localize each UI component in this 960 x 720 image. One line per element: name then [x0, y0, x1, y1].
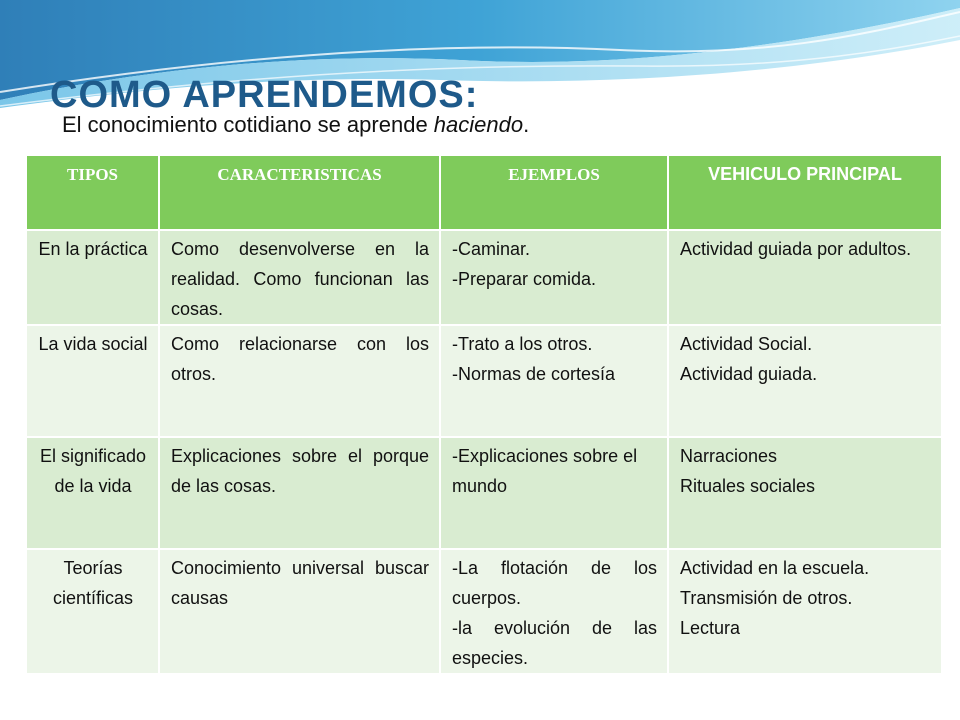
- vehiculo-line: Actividad guiada.: [680, 364, 818, 384]
- ejemplo-line: -Caminar.: [452, 239, 531, 259]
- cell-vehiculo: [668, 230, 942, 325]
- cell-tipo: Teorías científicas: [27, 549, 159, 673]
- knowledge-table: [27, 156, 943, 673]
- cell-caracteristicas: Conocimiento universal buscar causas: [159, 549, 440, 673]
- vehiculo-line: Rituales sociales: [680, 476, 816, 496]
- vehiculo-line: Actividad Social.: [680, 334, 813, 354]
- vehiculo-line: Lectura: [680, 618, 741, 638]
- header-tipos: TIPOS: [27, 156, 159, 230]
- cell-ejemplos: [440, 549, 668, 673]
- table-row: [27, 230, 942, 325]
- cell-vehiculo: [668, 549, 942, 673]
- ejemplo-line: -Preparar comida.: [452, 269, 597, 289]
- cell-caracteristicas: Como desenvolverse en la realidad. Como funcionan las cosas.: [159, 230, 440, 325]
- table-row: [27, 549, 942, 673]
- cell-ejemplos: [440, 230, 668, 325]
- cell-vehiculo: [668, 325, 942, 437]
- cell-caracteristicas: Explicaciones sobre el porque de las cosas.: [159, 437, 440, 549]
- vehiculo-line: Actividad en la escuela.: [680, 558, 870, 578]
- vehiculo-line: Actividad guiada por adultos.: [680, 239, 912, 259]
- cell-tipo: La vida social: [27, 325, 159, 437]
- ejemplo-line: -Normas de cortesía: [452, 364, 616, 384]
- header-vehiculo: VEHICULO PRINCIPAL: [668, 156, 942, 230]
- ejemplo-line: -la evolución de las especies.: [452, 618, 657, 668]
- cell-vehiculo: [668, 437, 942, 549]
- cell-ejemplos: [440, 325, 668, 437]
- ejemplo-line: -Trato a los otros.: [452, 334, 593, 354]
- vehiculo-line: Transmisión de otros.: [680, 588, 853, 608]
- table-header-row: [27, 156, 942, 230]
- ejemplo-line: -Explicaciones sobre el mundo: [452, 446, 638, 496]
- header-ejemplos: EJEMPLOS: [440, 156, 668, 230]
- cell-ejemplos: [440, 437, 668, 549]
- cell-tipo: En la práctica: [27, 230, 159, 325]
- cell-caracteristicas: Como relacionarse con los otros.: [159, 325, 440, 437]
- header-caracteristicas: CARACTERISTICAS: [159, 156, 440, 230]
- cell-tipo: El significado de la vida: [27, 437, 159, 549]
- slide-subtitle: El conocimiento cotidiano se aprende haciendo.: [62, 112, 530, 137]
- ejemplo-line: -La flotación de los cuerpos.: [452, 558, 657, 608]
- slide-title: COMO APRENDEMOS:: [50, 74, 479, 116]
- table-row: [27, 325, 942, 437]
- vehiculo-line: Narraciones: [680, 446, 778, 466]
- table-row: [27, 437, 942, 549]
